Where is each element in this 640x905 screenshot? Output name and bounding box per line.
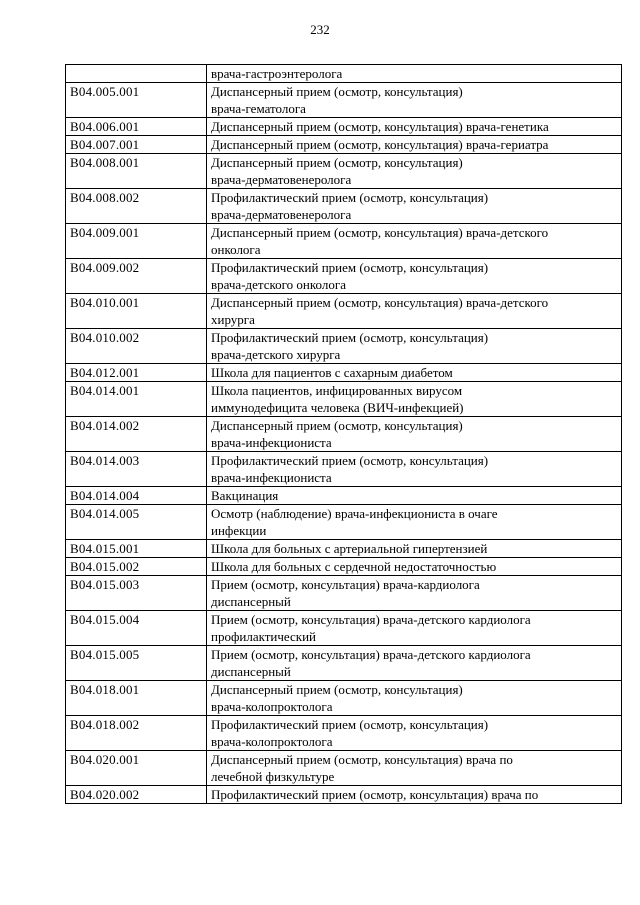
service-description-cell: Школа для больных с артериальной гипертензией: [207, 540, 622, 558]
service-code-cell: B04.014.002: [66, 417, 207, 452]
service-code-cell: B04.014.003: [66, 452, 207, 487]
service-description-cell: Диспансерный прием (осмотр, консультация) врача-гематолога: [207, 83, 622, 118]
service-description-cell: Прием (осмотр, консультация) врача-детского кардиолога диспансерный: [207, 646, 622, 681]
service-code-cell: B04.008.001: [66, 154, 207, 189]
table-row: [66, 681, 622, 716]
service-code-cell: B04.010.001: [66, 294, 207, 329]
service-description-cell: Вакцинация: [207, 487, 622, 505]
service-description-cell: Диспансерный прием (осмотр, консультация) врача по лечебной физкультуре: [207, 751, 622, 786]
service-code-cell: B04.014.004: [66, 487, 207, 505]
table-row: [66, 716, 622, 751]
service-code-cell: B04.020.001: [66, 751, 207, 786]
service-code-cell: B04.015.002: [66, 558, 207, 576]
service-code-cell: B04.009.002: [66, 259, 207, 294]
service-description-cell: Прием (осмотр, консультация) врача-кардиолога диспансерный: [207, 576, 622, 611]
service-code-cell: B04.015.005: [66, 646, 207, 681]
service-code-cell: B04.015.001: [66, 540, 207, 558]
service-description-cell: Диспансерный прием (осмотр, консультация) врача-дерматовенеролога: [207, 154, 622, 189]
table-row: [66, 224, 622, 259]
table-row: [66, 452, 622, 487]
service-code-cell: B04.014.005: [66, 505, 207, 540]
service-description-cell: Диспансерный прием (осмотр, консультация) врача-гериатра: [207, 136, 622, 154]
page-number: 232: [310, 22, 330, 37]
service-description-cell: Профилактический прием (осмотр, консультация) врача по: [207, 786, 622, 804]
service-code-cell: B04.008.002: [66, 189, 207, 224]
service-code-cell: B04.007.001: [66, 136, 207, 154]
table-row: [66, 558, 622, 576]
table-row: [66, 611, 622, 646]
table-row: [66, 294, 622, 329]
service-code-cell: B04.009.001: [66, 224, 207, 259]
table-row: [66, 382, 622, 417]
service-description-cell: Диспансерный прием (осмотр, консультация) врача-генетика: [207, 118, 622, 136]
table-row: [66, 786, 622, 804]
table-row: [66, 646, 622, 681]
services-table: [65, 64, 622, 804]
service-description-cell: Диспансерный прием (осмотр, консультация) врача-детского хирурга: [207, 294, 622, 329]
table-row: [66, 329, 622, 364]
table-row: [66, 118, 622, 136]
service-code-cell: B04.014.001: [66, 382, 207, 417]
service-code-cell: B04.010.002: [66, 329, 207, 364]
service-code-cell: B04.020.002: [66, 786, 207, 804]
table-row: [66, 576, 622, 611]
service-description-cell: Профилактический прием (осмотр, консультация) врача-инфекциониста: [207, 452, 622, 487]
service-description-cell: Профилактический прием (осмотр, консультация) врача-дерматовенеролога: [207, 189, 622, 224]
service-code-cell: B04.018.001: [66, 681, 207, 716]
service-code-cell: B04.015.003: [66, 576, 207, 611]
table-row: [66, 189, 622, 224]
table-row: [66, 83, 622, 118]
service-description-cell: Диспансерный прием (осмотр, консультация) врача-детского онколога: [207, 224, 622, 259]
service-description-cell: Прием (осмотр, консультация) врача-детского кардиолога профилактический: [207, 611, 622, 646]
services-table-body: [66, 65, 622, 804]
service-code-cell: B04.012.001: [66, 364, 207, 382]
service-code-cell: B04.015.004: [66, 611, 207, 646]
table-row: [66, 136, 622, 154]
service-code-cell: B04.018.002: [66, 716, 207, 751]
service-description-cell: Осмотр (наблюдение) врача-инфекциониста в очаге инфекции: [207, 505, 622, 540]
service-description-cell: Диспансерный прием (осмотр, консультация) врача-колопроктолога: [207, 681, 622, 716]
table-row: [66, 751, 622, 786]
service-code-cell: B04.006.001: [66, 118, 207, 136]
table-row: [66, 65, 622, 83]
service-description-cell: врача-гастроэнтеролога: [207, 65, 622, 83]
table-row: [66, 540, 622, 558]
service-description-cell: Школа для пациентов с сахарным диабетом: [207, 364, 622, 382]
service-code-cell: [66, 65, 207, 83]
table-row: [66, 364, 622, 382]
table-row: [66, 487, 622, 505]
service-description-cell: Профилактический прием (осмотр, консультация) врача-детского хирурга: [207, 329, 622, 364]
service-code-cell: B04.005.001: [66, 83, 207, 118]
service-description-cell: Школа для больных с сердечной недостаточностью: [207, 558, 622, 576]
service-description-cell: Профилактический прием (осмотр, консультация) врача-колопроктолога: [207, 716, 622, 751]
table-row: [66, 154, 622, 189]
service-description-cell: Диспансерный прием (осмотр, консультация) врача-инфекциониста: [207, 417, 622, 452]
table-row: [66, 417, 622, 452]
table-row: [66, 505, 622, 540]
service-description-cell: Профилактический прием (осмотр, консультация) врача-детского онколога: [207, 259, 622, 294]
service-description-cell: Школа пациентов, инфицированных вирусом иммунодефицита человека (ВИЧ-инфекцией): [207, 382, 622, 417]
table-row: [66, 259, 622, 294]
